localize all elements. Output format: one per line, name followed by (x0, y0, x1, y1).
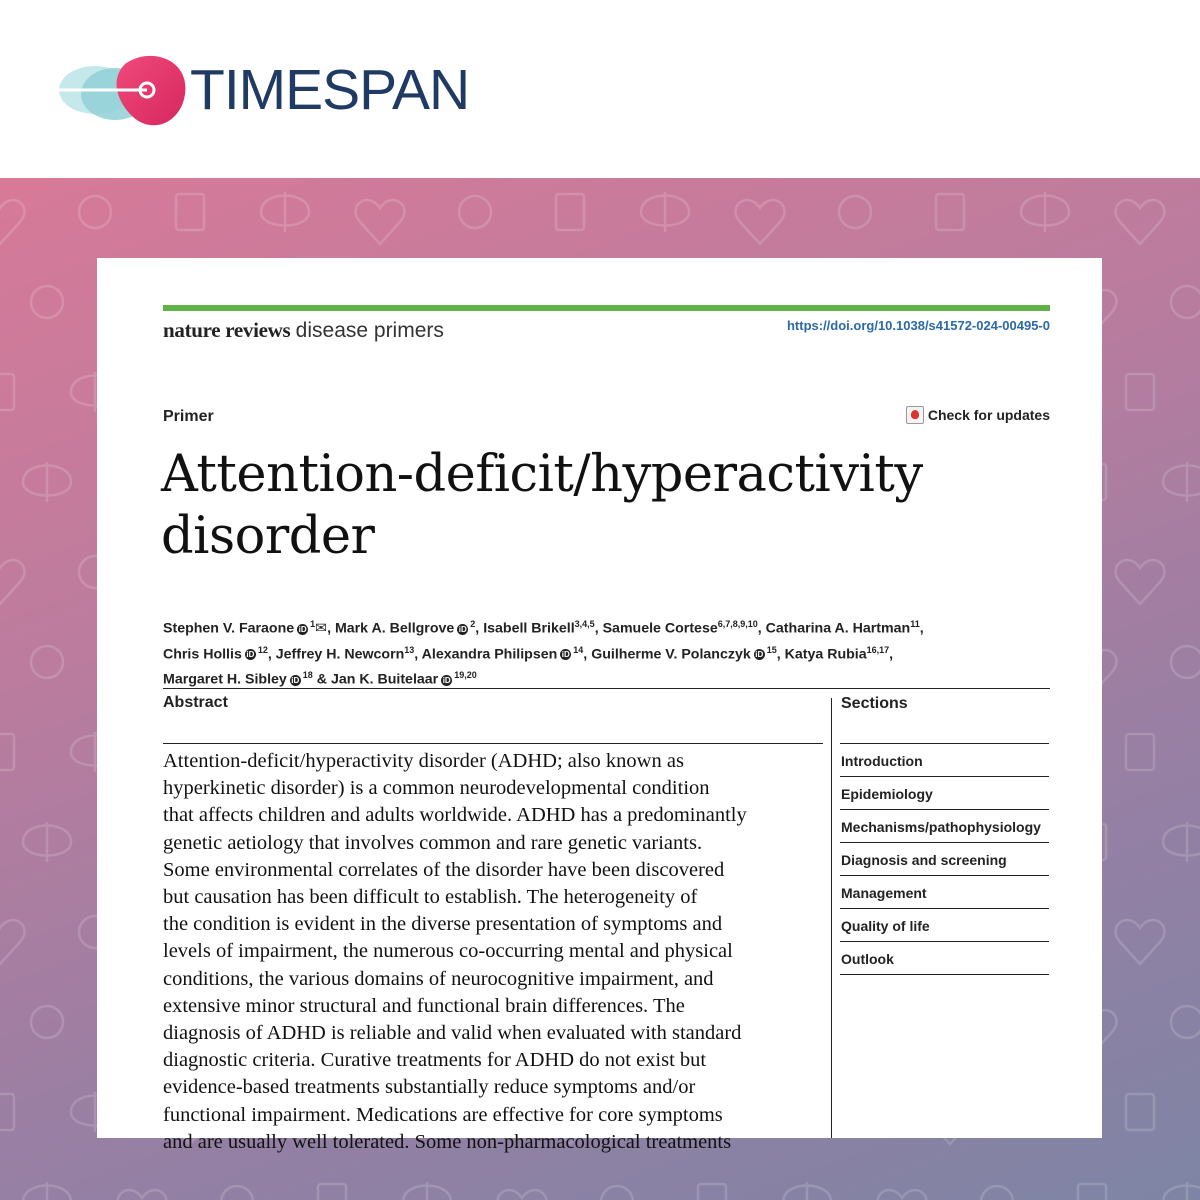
pattern-shape-icon (1163, 822, 1200, 862)
pattern-shape-icon (1021, 192, 1069, 232)
pattern-shape-icon (31, 646, 63, 678)
sections-heading: Sections (841, 695, 908, 712)
pattern-shape-icon (1126, 734, 1154, 770)
pattern-shape-icon (698, 1184, 726, 1200)
doi-link[interactable]: https://doi.org/10.1038/s41572-024-00495-0 (786, 318, 1050, 333)
pattern-shape-icon (23, 1182, 71, 1200)
abstract-line: genetic aetiology that involves common and rare genetic variants. (163, 831, 703, 854)
orcid-icon[interactable]: iD (442, 676, 451, 686)
pattern-shape-icon (31, 1006, 63, 1038)
abstract-line: and are usually well tolerated. Some non-pharmacological treatments (163, 1130, 732, 1153)
pattern-shape-icon (1163, 462, 1200, 502)
abstract-line: extensive minor structural and functional brain differences. The (163, 994, 685, 1017)
author-name[interactable]: Guilherme V. Polanczyk (591, 646, 751, 663)
journal-name (163, 318, 444, 343)
journal-name-bold: nature reviews (163, 318, 291, 342)
section-link[interactable]: Quality of life (840, 909, 1049, 942)
affiliation-superscript: 6,7,8,9,10 (717, 619, 758, 629)
abstract-line: levels of impairment, the numerous co-occurring mental and physical (163, 940, 733, 963)
pattern-shape-icon (839, 196, 871, 228)
timespan-logo-icon (55, 44, 195, 134)
brand-header (0, 0, 1200, 178)
pattern-shape-icon (0, 734, 14, 770)
article-title-line-2: disorder (161, 507, 375, 566)
pattern-shape-icon (1115, 560, 1164, 604)
author-name[interactable]: Alexandra Philipsen (421, 646, 558, 663)
pattern-shape-icon (735, 200, 784, 244)
pattern-shape-icon (0, 560, 25, 604)
affiliation-superscript: 12 (257, 644, 268, 655)
divider (163, 688, 1050, 689)
author-list: Stephen V. Faraone $iD^1✉$, Mark A. Bellgrove $iD^2$, Isabell Brikell$^{3,4,5}$, Samuele Cortese$^{6,7,8,9,10}$, Catharina A. Hartman$^{11}$, Chris Hollis $iD^{12}$, Jeffrey H. Newcorn$^{13}$, Alexandra Philipsen $iD^{14}$, Guilherme V. Polanczyk $iD^{15}$, Katya Rubia$^{16,17}$, Margaret H. Sibley $iD^{18}$ & Jan K. Buitelaar iD$^{19,20}$ (163, 619, 924, 689)
pattern-shape-icon (0, 1094, 14, 1130)
abstract-line: evidence-based treatments substantially reduce symptoms and/or (163, 1076, 696, 1099)
orcid-icon[interactable]: iD (755, 650, 764, 660)
pattern-shape-icon (783, 1182, 831, 1200)
orcid-icon[interactable]: iD (246, 650, 255, 660)
divider (163, 743, 823, 744)
pattern-shape-icon (221, 1186, 253, 1200)
author-name[interactable]: Isabell Brikell (483, 620, 575, 637)
pattern-shape-icon (1171, 1006, 1200, 1038)
abstract-heading: Abstract (163, 694, 228, 711)
pattern-shape-icon (936, 194, 964, 230)
affiliation-superscript: 19,20 (454, 670, 477, 681)
affiliation-superscript: 3,4,5 (574, 619, 595, 629)
orcid-icon[interactable]: iD (458, 624, 467, 634)
journal-name-light: disease primers (295, 319, 444, 342)
journal-accent-bar (163, 305, 1050, 311)
pattern-shape-icon (497, 1190, 546, 1200)
pattern-shape-icon (403, 1182, 451, 1200)
pattern-shape-icon (0, 920, 25, 964)
abstract-line: the condition is evident in the diverse presentation of symptoms and (163, 913, 723, 936)
affiliation-superscript: 16,17 (866, 644, 890, 655)
pattern-shape-icon (176, 194, 204, 230)
pattern-shape-icon (355, 200, 404, 244)
abstract-line: diagnostic criteria. Curative treatments for ADHD do not exist but (163, 1049, 707, 1072)
pattern-shape-icon (641, 192, 689, 232)
section-link[interactable]: Mechanisms/pathophysiology (840, 810, 1049, 843)
affiliation-superscript: 2 (470, 619, 476, 629)
abstract-line: that affects children and adults worldwide. ADHD has a predominantly (163, 804, 747, 827)
author-name[interactable]: Catharina A. Hartman (765, 620, 911, 637)
check-updates-button[interactable] (906, 406, 1050, 424)
pattern-shape-icon (31, 286, 63, 318)
article-type: Primer (163, 408, 214, 425)
pattern-shape-icon (1163, 1182, 1200, 1200)
pattern-shape-icon (1126, 1094, 1154, 1130)
affiliation-superscript: 1 (310, 619, 316, 629)
abstract-line: hyperkinetic disorder) is a common neurodevelopmental condition (163, 777, 710, 800)
abstract-text (163, 748, 823, 1156)
author-name[interactable]: Samuele Cortese (602, 620, 718, 637)
author-name[interactable]: Margaret H. Sibley (163, 672, 287, 689)
pattern-shape-icon (0, 200, 25, 244)
check-updates-icon (906, 406, 924, 424)
abstract-line: conditions, the various domains of neurocognitive impairment, and (163, 967, 714, 990)
section-link[interactable]: Diagnosis and screening (840, 843, 1049, 876)
brand-name: TIMESPAN (190, 58, 470, 122)
author-name[interactable]: Stephen V. Faraone (163, 620, 295, 637)
author-name[interactable]: Mark A. Bellgrove (334, 620, 455, 637)
orcid-icon[interactable]: iD (291, 676, 300, 686)
pattern-shape-icon (1115, 920, 1164, 964)
abstract-line: diagnosis of ADHD is reliable and valid when evaluated with standard (163, 1022, 742, 1045)
affiliation-superscript: 14 (573, 644, 584, 655)
check-updates-label: Check for updates (927, 407, 1050, 423)
pattern-shape-icon (117, 1190, 166, 1200)
pattern-shape-icon (23, 462, 71, 502)
orcid-icon[interactable]: iD (561, 650, 570, 660)
column-divider (831, 698, 832, 1138)
pattern-shape-icon (1115, 200, 1164, 244)
pattern-shape-icon (459, 196, 491, 228)
section-link[interactable]: Introduction (840, 744, 1049, 777)
pattern-shape-icon (1126, 374, 1154, 410)
author-name[interactable]: Jeffrey H. Newcorn (275, 646, 405, 663)
affiliation-superscript: 15 (766, 644, 777, 655)
pattern-shape-icon (23, 822, 71, 862)
pattern-shape-icon (877, 1190, 926, 1200)
pattern-shape-icon (79, 196, 111, 228)
envelope-icon[interactable]: ✉ (315, 620, 328, 637)
article-title-line-1: Attention-deficit/hyperactivity (161, 445, 923, 504)
article-card (97, 258, 1102, 1153)
pattern-shape-icon (318, 1184, 346, 1200)
sections-list (840, 743, 1049, 975)
section-link[interactable]: Outlook (840, 942, 1049, 975)
affiliation-superscript: 18 (302, 670, 313, 681)
article-title (161, 444, 1041, 568)
pattern-shape-icon (556, 194, 584, 230)
abstract-line: Attention-deficit/hyperactivity disorder (ADHD; also known as (163, 750, 684, 772)
pattern-shape-icon (601, 1186, 633, 1200)
author-name[interactable]: Chris Hollis (163, 646, 242, 663)
pattern-shape-icon (1171, 646, 1200, 678)
affiliation-superscript: 11 (910, 619, 920, 629)
abstract-line: but causation has been difficult to establish. The heterogeneity of (163, 886, 698, 909)
affiliation-superscript: 13 (404, 644, 415, 655)
pattern-shape-icon (1078, 1184, 1106, 1200)
author-name[interactable]: Katya Rubia (784, 646, 867, 663)
pattern-shape-icon (981, 1186, 1013, 1200)
orcid-icon[interactable]: iD (298, 624, 307, 634)
pattern-shape-icon (1171, 286, 1200, 318)
author-name[interactable]: Jan K. Buitelaar (330, 672, 439, 689)
section-link[interactable]: Management (840, 876, 1049, 909)
abstract-line: functional impairment. Medications are effective for core symptoms (163, 1103, 723, 1126)
pattern-shape-icon (261, 192, 309, 232)
pattern-shape-icon (0, 374, 14, 410)
abstract-line: Some environmental correlates of the disorder have been discovered (163, 858, 725, 881)
section-link[interactable]: Epidemiology (840, 777, 1049, 810)
